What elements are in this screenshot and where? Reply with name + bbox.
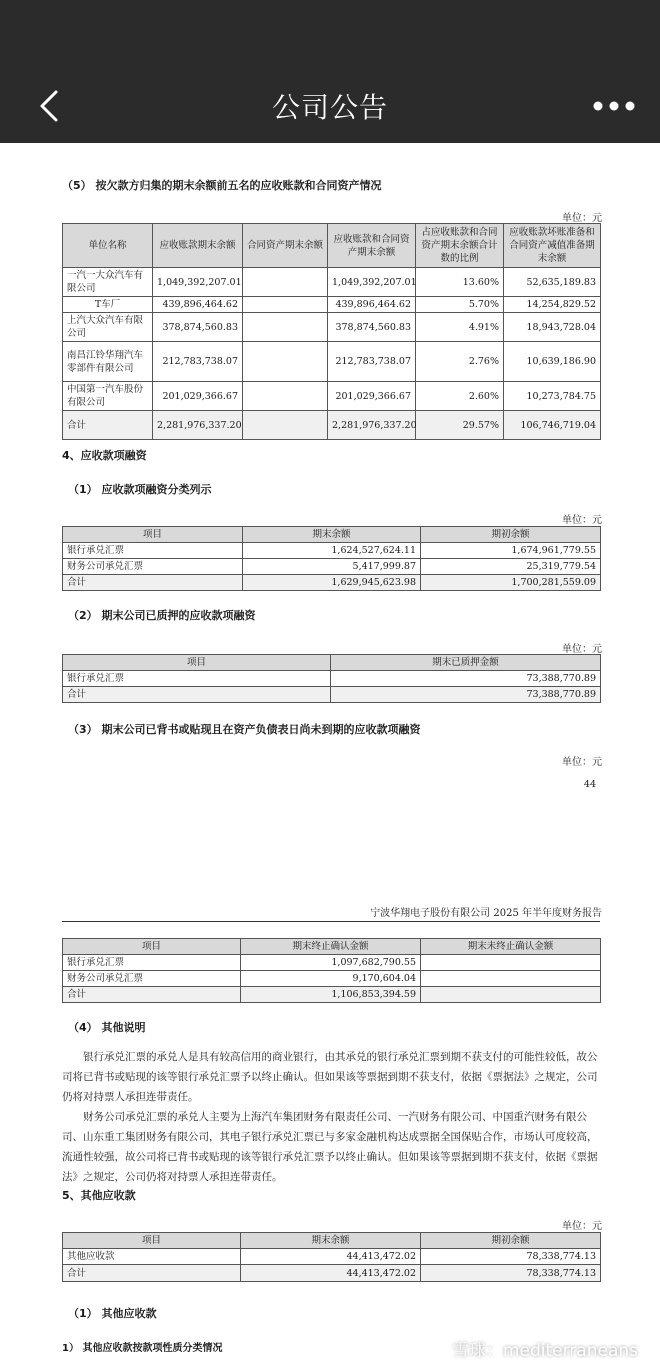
nav-bar <box>0 68 660 143</box>
cell: 1,097,682,790.55 <box>241 955 421 971</box>
cell: 212,783,738.07 <box>153 342 243 382</box>
cell <box>421 971 601 987</box>
section-title: 5、其他应收款 <box>62 1189 136 1202</box>
cell: 1,106,853,394.59 <box>241 987 421 1003</box>
cell: 4.91% <box>416 313 504 342</box>
cell: 9,170,604.04 <box>241 971 421 987</box>
cell: 10,273,784.75 <box>504 382 601 411</box>
table-row <box>63 955 601 971</box>
cell <box>243 297 328 313</box>
cell: 29.57% <box>416 411 504 440</box>
cell: 2.60% <box>416 382 504 411</box>
table-row <box>63 268 601 297</box>
col-header: 应收账款坏账准备和合同资产减值准备期末余额 <box>504 224 601 268</box>
cell: 合计 <box>63 575 243 591</box>
cell: 中国第一汽车股份有限公司 <box>63 382 153 411</box>
unit-label: 单位：元 <box>562 515 602 526</box>
col-header: 期末余额 <box>241 1233 421 1249</box>
col-header: 应收账款期末余额 <box>153 224 243 268</box>
table-total-row <box>63 575 601 591</box>
top5-receivables-table <box>62 223 601 440</box>
cell: 银行承兑汇票 <box>63 955 241 971</box>
cell: 10,639,186.90 <box>504 342 601 382</box>
col-header: 项目 <box>63 939 241 955</box>
cell: 439,896,464.62 <box>328 297 416 313</box>
table-total-row <box>63 687 601 703</box>
cell: 银行承兑汇票 <box>63 543 243 559</box>
cell: 5.70% <box>416 297 504 313</box>
col-header: 占应收账款和合同资产期末余额合计数的比例 <box>416 224 504 268</box>
cell: 1,049,392,207.01 <box>153 268 243 297</box>
cell <box>243 411 328 440</box>
table-row <box>63 543 601 559</box>
col-header: 项目 <box>63 527 243 543</box>
cell: 其他应收款 <box>63 1249 241 1265</box>
cell: 2.76% <box>416 342 504 382</box>
cell: 52,635,189.83 <box>504 268 601 297</box>
status-bar <box>0 0 660 68</box>
col-header: 应收账款和合同资产期末余额 <box>328 224 416 268</box>
cell: 上汽大众汽车有限公司 <box>63 313 153 342</box>
table-total-row <box>63 411 601 440</box>
watermark-text: 雪球：mediterraneans <box>451 1340 638 1361</box>
cell <box>243 342 328 382</box>
page-number: 44 <box>583 779 596 790</box>
cell: 18,943,728.04 <box>504 313 601 342</box>
cell: 73,388,770.89 <box>331 671 601 687</box>
cell: 合计 <box>63 987 241 1003</box>
cell: 25,319,779.54 <box>421 559 601 575</box>
derecognized-financing-table <box>62 938 601 1003</box>
section-title: （5） 按欠款方归集的期末余额前五名的应收账款和合同资产情况 <box>62 179 382 192</box>
cell: 1,049,392,207.01 <box>328 268 416 297</box>
header-divider <box>62 921 600 922</box>
cell: 1,629,945,623.98 <box>243 575 421 591</box>
page-title: 公司公告 <box>271 91 388 124</box>
subsection-title: （3） 期末公司已背书或贴现且在资产负债表日尚未到期的应收款项融资 <box>68 723 421 736</box>
subsection-title: （4） 其他说明 <box>68 1021 146 1034</box>
cell: 2,281,976,337.20 <box>153 411 243 440</box>
col-header: 项目 <box>63 655 331 671</box>
cell: 201,029,366.67 <box>328 382 416 411</box>
cell: 212,783,738.07 <box>328 342 416 382</box>
col-header: 项目 <box>63 1233 241 1249</box>
cell: 银行承兑汇票 <box>63 671 331 687</box>
table-row <box>63 559 601 575</box>
more-options-button[interactable] <box>592 98 636 114</box>
document-page <box>0 143 660 1369</box>
table-row <box>63 313 601 342</box>
paragraph: 银行承兑汇票的承兑人是具有较高信用的商业银行，由其承兑的银行承兑汇票到期不获支付的可能性较低，故公司将已背书或贴现的该等银行承兑汇票予以终止确认。但如果该等票据到期不获支付，依据《票据法》之规定，公司仍将对持票人承担连带责任。 <box>62 1051 598 1103</box>
cell: 一汽一大众汽车有限公司 <box>63 268 153 297</box>
table-row <box>63 1249 601 1265</box>
unit-label: 单位：元 <box>562 644 602 655</box>
cell <box>243 382 328 411</box>
cell <box>243 268 328 297</box>
cell: 财务公司承兑汇票 <box>63 559 243 575</box>
cell: 1,700,281,559.09 <box>421 575 601 591</box>
col-header: 期初余额 <box>421 1233 601 1249</box>
cell: 合计 <box>63 687 331 703</box>
col-header: 合同资产期末余额 <box>243 224 328 268</box>
table-row <box>63 971 601 987</box>
unit-label: 单位：元 <box>562 757 602 768</box>
cell: 13.60% <box>416 268 504 297</box>
section-title: 4、应收款项融资 <box>62 449 147 462</box>
col-header: 期末余额 <box>243 527 421 543</box>
cell: 合计 <box>63 411 153 440</box>
cell: 1,674,961,779.55 <box>421 543 601 559</box>
cell: 378,874,560.83 <box>328 313 416 342</box>
cell: 78,338,774.13 <box>421 1249 601 1265</box>
receivables-financing-table <box>62 526 601 591</box>
cell: 南昌江铃华翔汽车零部件有限公司 <box>63 342 153 382</box>
unit-label: 单位：元 <box>562 213 602 224</box>
paragraph: 财务公司承兑汇票的承兑人主要为上海汽车集团财务有限责任公司、一汽财务有限公司、中国重汽财务有限公司、山东重工集团财务有限公司，其电子银行承兑汇票已与多家金融机构达成票据全国保贴合作，市场认可度较高，流通性较强，故公司将已背书或贴现的该等银行承兑汇票予以终止确认。但如果该等票据到期不获支付，依据《票据法》之规定，公司仍将对持票人承担连带责任。 <box>62 1111 598 1183</box>
subsection-title: （1） 其他应收款 <box>68 1307 157 1320</box>
snowball-logo-icon <box>420 1335 446 1361</box>
subsection-title: 1） 其他应收款按款项性质分类情况 <box>62 1343 223 1354</box>
cell <box>421 955 601 971</box>
other-receivables-table <box>62 1232 601 1282</box>
col-header: 期初余额 <box>421 527 601 543</box>
cell: 201,029,366.67 <box>153 382 243 411</box>
cell <box>421 987 601 1003</box>
cell: 合计 <box>63 1265 241 1282</box>
cell: 2,281,976,337.20 <box>328 411 416 440</box>
table-row <box>63 342 601 382</box>
cell: 财务公司承兑汇票 <box>63 971 241 987</box>
subsection-title: （2） 期末公司已质押的应收款项融资 <box>68 609 256 622</box>
cell: T车厂 <box>63 297 153 313</box>
cell: 44,413,472.02 <box>241 1265 421 1282</box>
table-total-row <box>63 1265 601 1282</box>
watermark <box>420 1335 638 1361</box>
running-header: 宁波华翔电子股份有限公司 2025 年半年度财务报告 <box>370 908 602 919</box>
col-header: 期末已质押金额 <box>331 655 601 671</box>
table-row <box>63 671 601 687</box>
table-total-row <box>63 987 601 1003</box>
cell: 439,896,464.62 <box>153 297 243 313</box>
cell: 106,746,719.04 <box>504 411 601 440</box>
subsection-title: （1） 应收款项融资分类列示 <box>68 483 212 496</box>
table-row <box>63 382 601 411</box>
cell: 378,874,560.83 <box>153 313 243 342</box>
cell: 44,413,472.02 <box>241 1249 421 1265</box>
col-header: 单位名称 <box>63 224 153 268</box>
cell: 78,338,774.13 <box>421 1265 601 1282</box>
pledged-financing-table <box>62 654 601 703</box>
table-row <box>63 297 601 313</box>
cell: 14,254,829.52 <box>504 297 601 313</box>
cell: 1,624,527,624.11 <box>243 543 421 559</box>
col-header: 期末未终止确认金额 <box>421 939 601 955</box>
more-dots-icon <box>592 98 636 114</box>
cell: 5,417,999.87 <box>243 559 421 575</box>
cell <box>243 313 328 342</box>
col-header: 期末终止确认金额 <box>241 939 421 955</box>
cell: 73,388,770.89 <box>331 687 601 703</box>
unit-label: 单位：元 <box>562 1221 602 1232</box>
